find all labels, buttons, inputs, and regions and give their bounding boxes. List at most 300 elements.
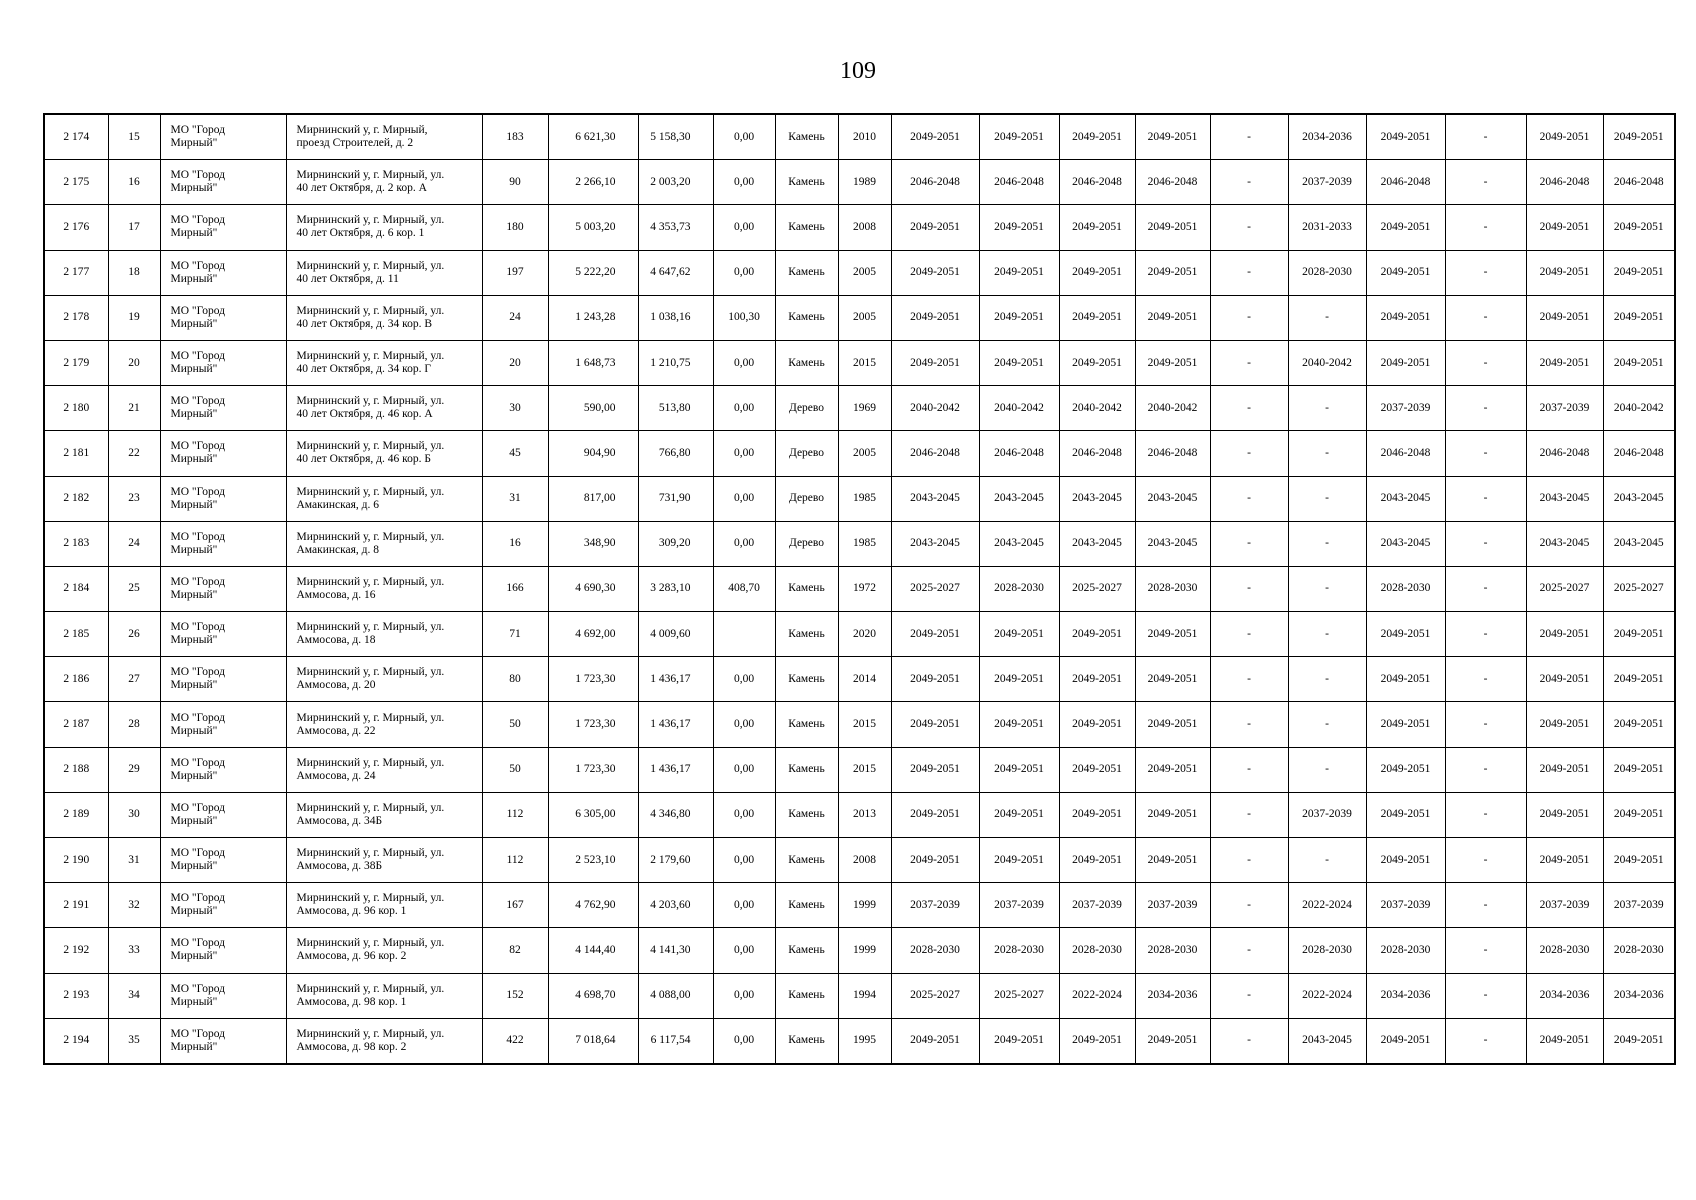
period-cell-3: 2049-2051: [1059, 792, 1135, 837]
local-index-cell: 22: [108, 431, 160, 476]
row-number-cell: 2 184: [44, 566, 108, 611]
total-area-cell: 7 018,64: [548, 1018, 638, 1064]
local-index-cell: 25: [108, 566, 160, 611]
period-cell-5: -: [1210, 838, 1288, 883]
row-number-cell: 2 189: [44, 792, 108, 837]
build-year-cell: 2010: [838, 114, 891, 160]
period-cell-2: 2049-2051: [979, 1018, 1059, 1064]
period-cell-9: 2049-2051: [1526, 657, 1603, 702]
table-row: [44, 431, 1675, 476]
period-cell-4: 2043-2045: [1135, 476, 1210, 521]
period-cell-1: 2040-2042: [891, 386, 979, 431]
wall-material-cell: Камень: [775, 973, 838, 1018]
table-row: [44, 160, 1675, 205]
period-cell-4: 2028-2030: [1135, 566, 1210, 611]
address-cell: Мирнинский у, г. Мирный, ул. 40 лет Октября, д. 2 кор. А: [286, 160, 482, 205]
residents-cell: 152: [482, 973, 548, 1018]
period-cell-8: -: [1445, 340, 1526, 385]
residents-cell: 20: [482, 340, 548, 385]
table-row: [44, 295, 1675, 340]
period-cell-3: 2049-2051: [1059, 250, 1135, 295]
build-year-cell: 1985: [838, 521, 891, 566]
period-cell-3: 2025-2027: [1059, 566, 1135, 611]
period-cell-4: 2046-2048: [1135, 431, 1210, 476]
total-area-cell: 348,90: [548, 521, 638, 566]
local-index-cell: 20: [108, 340, 160, 385]
address-cell: Мирнинский у, г. Мирный, ул. 40 лет Октября, д. 46 кор. Б: [286, 431, 482, 476]
period-cell-4: 2049-2051: [1135, 1018, 1210, 1064]
period-cell-2: 2025-2027: [979, 973, 1059, 1018]
table-row: [44, 838, 1675, 883]
period-cell-8: -: [1445, 792, 1526, 837]
period-cell-6: -: [1288, 657, 1366, 702]
living-area-cell: 4 353,73: [638, 205, 713, 250]
period-cell-5: -: [1210, 476, 1288, 521]
table-row: [44, 747, 1675, 792]
period-cell-5: -: [1210, 431, 1288, 476]
address-cell: Мирнинский у, г. Мирный, ул. Аммосова, д. 96 кор. 1: [286, 883, 482, 928]
municipality-cell: МО "Город Мирный": [160, 476, 286, 521]
period-cell-4: 2049-2051: [1135, 114, 1210, 160]
period-cell-10: 2049-2051: [1603, 792, 1675, 837]
row-number-cell: 2 193: [44, 973, 108, 1018]
table-row: [44, 114, 1675, 160]
period-cell-10: 2049-2051: [1603, 295, 1675, 340]
period-cell-8: -: [1445, 973, 1526, 1018]
period-cell-2: 2046-2048: [979, 431, 1059, 476]
period-cell-6: 2037-2039: [1288, 160, 1366, 205]
local-index-cell: 16: [108, 160, 160, 205]
living-area-cell: 1 436,17: [638, 702, 713, 747]
period-cell-8: -: [1445, 476, 1526, 521]
wall-material-cell: Камень: [775, 657, 838, 702]
period-cell-1: 2049-2051: [891, 250, 979, 295]
residents-cell: 82: [482, 928, 548, 973]
period-cell-5: -: [1210, 1018, 1288, 1064]
living-area-cell: 1 436,17: [638, 747, 713, 792]
period-cell-7: 2049-2051: [1366, 205, 1445, 250]
period-cell-1: 2043-2045: [891, 521, 979, 566]
nonresidential-area-cell: 0,00: [713, 250, 775, 295]
nonresidential-area-cell: 0,00: [713, 340, 775, 385]
period-cell-6: -: [1288, 476, 1366, 521]
nonresidential-area-cell: 0,00: [713, 476, 775, 521]
period-cell-2: 2043-2045: [979, 521, 1059, 566]
table-row: [44, 521, 1675, 566]
period-cell-7: 2049-2051: [1366, 657, 1445, 702]
build-year-cell: 2008: [838, 838, 891, 883]
period-cell-4: 2037-2039: [1135, 883, 1210, 928]
table-row: [44, 340, 1675, 385]
wall-material-cell: Камень: [775, 160, 838, 205]
period-cell-2: 2049-2051: [979, 340, 1059, 385]
period-cell-1: 2037-2039: [891, 883, 979, 928]
address-cell: Мирнинский у, г. Мирный, проезд Строителей, д. 2: [286, 114, 482, 160]
period-cell-2: 2049-2051: [979, 250, 1059, 295]
total-area-cell: 2 266,10: [548, 160, 638, 205]
period-cell-9: 2049-2051: [1526, 747, 1603, 792]
wall-material-cell: Дерево: [775, 521, 838, 566]
period-cell-3: 2049-2051: [1059, 1018, 1135, 1064]
period-cell-3: 2040-2042: [1059, 386, 1135, 431]
residents-cell: 31: [482, 476, 548, 521]
table-row: [44, 883, 1675, 928]
period-cell-3: 2049-2051: [1059, 205, 1135, 250]
period-cell-3: 2049-2051: [1059, 657, 1135, 702]
build-year-cell: 2015: [838, 340, 891, 385]
build-year-cell: 2013: [838, 792, 891, 837]
period-cell-4: 2046-2048: [1135, 160, 1210, 205]
period-cell-3: 2037-2039: [1059, 883, 1135, 928]
local-index-cell: 21: [108, 386, 160, 431]
period-cell-2: 2049-2051: [979, 792, 1059, 837]
nonresidential-area-cell: 0,00: [713, 431, 775, 476]
living-area-cell: 2 179,60: [638, 838, 713, 883]
local-index-cell: 33: [108, 928, 160, 973]
municipality-cell: МО "Город Мирный": [160, 431, 286, 476]
build-year-cell: 2015: [838, 747, 891, 792]
local-index-cell: 23: [108, 476, 160, 521]
period-cell-5: -: [1210, 792, 1288, 837]
municipality-cell: МО "Город Мирный": [160, 340, 286, 385]
nonresidential-area-cell: [713, 612, 775, 657]
period-cell-10: 2046-2048: [1603, 160, 1675, 205]
residents-cell: 50: [482, 702, 548, 747]
period-cell-2: 2049-2051: [979, 838, 1059, 883]
nonresidential-area-cell: 408,70: [713, 566, 775, 611]
living-area-cell: 1 436,17: [638, 657, 713, 702]
period-cell-9: 2046-2048: [1526, 431, 1603, 476]
period-cell-10: 2043-2045: [1603, 521, 1675, 566]
period-cell-6: 2034-2036: [1288, 114, 1366, 160]
period-cell-6: 2022-2024: [1288, 883, 1366, 928]
period-cell-9: 2049-2051: [1526, 612, 1603, 657]
period-cell-6: -: [1288, 838, 1366, 883]
period-cell-2: 2043-2045: [979, 476, 1059, 521]
municipality-cell: МО "Город Мирный": [160, 160, 286, 205]
nonresidential-area-cell: 0,00: [713, 1018, 775, 1064]
period-cell-7: 2043-2045: [1366, 521, 1445, 566]
period-cell-5: -: [1210, 295, 1288, 340]
period-cell-4: 2028-2030: [1135, 928, 1210, 973]
build-year-cell: 2020: [838, 612, 891, 657]
period-cell-7: 2034-2036: [1366, 973, 1445, 1018]
address-cell: Мирнинский у, г. Мирный, ул. Амакинская, д. 8: [286, 521, 482, 566]
municipality-cell: МО "Город Мирный": [160, 612, 286, 657]
wall-material-cell: Камень: [775, 612, 838, 657]
local-index-cell: 29: [108, 747, 160, 792]
table-row: [44, 702, 1675, 747]
table-row: [44, 566, 1675, 611]
wall-material-cell: Камень: [775, 792, 838, 837]
build-year-cell: 1989: [838, 160, 891, 205]
period-cell-9: 2028-2030: [1526, 928, 1603, 973]
local-index-cell: 18: [108, 250, 160, 295]
period-cell-4: 2034-2036: [1135, 973, 1210, 1018]
municipality-cell: МО "Город Мирный": [160, 205, 286, 250]
period-cell-6: -: [1288, 566, 1366, 611]
period-cell-5: -: [1210, 114, 1288, 160]
period-cell-6: -: [1288, 295, 1366, 340]
local-index-cell: 27: [108, 657, 160, 702]
period-cell-10: 2049-2051: [1603, 114, 1675, 160]
local-index-cell: 24: [108, 521, 160, 566]
period-cell-7: 2049-2051: [1366, 838, 1445, 883]
period-cell-9: 2037-2039: [1526, 883, 1603, 928]
row-number-cell: 2 185: [44, 612, 108, 657]
total-area-cell: 1 723,30: [548, 657, 638, 702]
table-row: [44, 1018, 1675, 1064]
address-cell: Мирнинский у, г. Мирный, ул. Аммосова, д. 20: [286, 657, 482, 702]
period-cell-2: 2028-2030: [979, 566, 1059, 611]
period-cell-7: 2049-2051: [1366, 702, 1445, 747]
period-cell-8: -: [1445, 160, 1526, 205]
wall-material-cell: Камень: [775, 1018, 838, 1064]
period-cell-4: 2049-2051: [1135, 250, 1210, 295]
period-cell-9: 2049-2051: [1526, 1018, 1603, 1064]
row-number-cell: 2 192: [44, 928, 108, 973]
page-number: 109: [840, 58, 876, 84]
table-row: [44, 928, 1675, 973]
row-number-cell: 2 190: [44, 838, 108, 883]
period-cell-1: 2043-2045: [891, 476, 979, 521]
local-index-cell: 26: [108, 612, 160, 657]
period-cell-4: 2049-2051: [1135, 657, 1210, 702]
living-area-cell: 5 158,30: [638, 114, 713, 160]
living-area-cell: 731,90: [638, 476, 713, 521]
period-cell-7: 2043-2045: [1366, 476, 1445, 521]
residents-cell: 180: [482, 205, 548, 250]
period-cell-3: 2028-2030: [1059, 928, 1135, 973]
period-cell-7: 2049-2051: [1366, 340, 1445, 385]
period-cell-10: 2049-2051: [1603, 1018, 1675, 1064]
residents-cell: 197: [482, 250, 548, 295]
residents-cell: 45: [482, 431, 548, 476]
address-cell: Мирнинский у, г. Мирный, ул. Аммосова, д. 24: [286, 747, 482, 792]
address-cell: Мирнинский у, г. Мирный, ул. Аммосова, д. 96 кор. 2: [286, 928, 482, 973]
residents-cell: 112: [482, 838, 548, 883]
address-cell: Мирнинский у, г. Мирный, ул. 40 лет Октября, д. 46 кор. А: [286, 386, 482, 431]
total-area-cell: 1 723,30: [548, 747, 638, 792]
period-cell-1: 2049-2051: [891, 747, 979, 792]
wall-material-cell: Камень: [775, 295, 838, 340]
period-cell-9: 2049-2051: [1526, 340, 1603, 385]
period-cell-9: 2049-2051: [1526, 792, 1603, 837]
living-area-cell: 4 009,60: [638, 612, 713, 657]
period-cell-7: 2049-2051: [1366, 295, 1445, 340]
period-cell-9: 2037-2039: [1526, 386, 1603, 431]
housing-registry-table: [43, 113, 1676, 1065]
living-area-cell: 513,80: [638, 386, 713, 431]
municipality-cell: МО "Город Мирный": [160, 928, 286, 973]
period-cell-5: -: [1210, 747, 1288, 792]
table-row: [44, 657, 1675, 702]
period-cell-7: 2046-2048: [1366, 160, 1445, 205]
period-cell-3: 2049-2051: [1059, 295, 1135, 340]
period-cell-9: 2049-2051: [1526, 295, 1603, 340]
period-cell-6: -: [1288, 431, 1366, 476]
period-cell-2: 2046-2048: [979, 160, 1059, 205]
period-cell-4: 2049-2051: [1135, 205, 1210, 250]
total-area-cell: 4 762,90: [548, 883, 638, 928]
period-cell-8: -: [1445, 883, 1526, 928]
nonresidential-area-cell: 0,00: [713, 883, 775, 928]
address-cell: Мирнинский у, г. Мирный, ул. 40 лет Октября, д. 11: [286, 250, 482, 295]
period-cell-4: 2040-2042: [1135, 386, 1210, 431]
table-body: [44, 114, 1675, 1064]
period-cell-2: 2049-2051: [979, 114, 1059, 160]
period-cell-3: 2049-2051: [1059, 114, 1135, 160]
period-cell-8: -: [1445, 702, 1526, 747]
local-index-cell: 31: [108, 838, 160, 883]
row-number-cell: 2 180: [44, 386, 108, 431]
period-cell-8: -: [1445, 114, 1526, 160]
municipality-cell: МО "Город Мирный": [160, 386, 286, 431]
municipality-cell: МО "Город Мирный": [160, 566, 286, 611]
living-area-cell: 4 647,62: [638, 250, 713, 295]
address-cell: Мирнинский у, г. Мирный, ул. Аммосова, д. 38Б: [286, 838, 482, 883]
total-area-cell: 5 222,20: [548, 250, 638, 295]
period-cell-1: 2025-2027: [891, 973, 979, 1018]
period-cell-7: 2028-2030: [1366, 566, 1445, 611]
municipality-cell: МО "Город Мирный": [160, 838, 286, 883]
period-cell-5: -: [1210, 928, 1288, 973]
period-cell-8: -: [1445, 521, 1526, 566]
period-cell-3: 2022-2024: [1059, 973, 1135, 1018]
period-cell-5: -: [1210, 386, 1288, 431]
residents-cell: 80: [482, 657, 548, 702]
period-cell-7: 2028-2030: [1366, 928, 1445, 973]
build-year-cell: 2005: [838, 250, 891, 295]
wall-material-cell: Камень: [775, 250, 838, 295]
period-cell-6: 2022-2024: [1288, 973, 1366, 1018]
wall-material-cell: Дерево: [775, 431, 838, 476]
period-cell-5: -: [1210, 973, 1288, 1018]
living-area-cell: 4 141,30: [638, 928, 713, 973]
period-cell-4: 2049-2051: [1135, 838, 1210, 883]
nonresidential-area-cell: 0,00: [713, 838, 775, 883]
period-cell-4: 2049-2051: [1135, 340, 1210, 385]
period-cell-7: 2049-2051: [1366, 792, 1445, 837]
wall-material-cell: Дерево: [775, 476, 838, 521]
row-number-cell: 2 178: [44, 295, 108, 340]
total-area-cell: 4 692,00: [548, 612, 638, 657]
period-cell-9: 2034-2036: [1526, 973, 1603, 1018]
period-cell-8: -: [1445, 250, 1526, 295]
total-area-cell: 1 723,30: [548, 702, 638, 747]
row-number-cell: 2 176: [44, 205, 108, 250]
period-cell-2: 2049-2051: [979, 612, 1059, 657]
period-cell-10: 2028-2030: [1603, 928, 1675, 973]
total-area-cell: 1 648,73: [548, 340, 638, 385]
period-cell-4: 2049-2051: [1135, 295, 1210, 340]
address-cell: Мирнинский у, г. Мирный, ул. Аммосова, д. 34Б: [286, 792, 482, 837]
address-cell: Мирнинский у, г. Мирный, ул. 40 лет Октября, д. 6 кор. 1: [286, 205, 482, 250]
period-cell-8: -: [1445, 657, 1526, 702]
period-cell-9: 2046-2048: [1526, 160, 1603, 205]
residents-cell: 166: [482, 566, 548, 611]
local-index-cell: 19: [108, 295, 160, 340]
municipality-cell: МО "Город Мирный": [160, 1018, 286, 1064]
period-cell-1: 2049-2051: [891, 702, 979, 747]
period-cell-2: 2049-2051: [979, 295, 1059, 340]
residents-cell: 71: [482, 612, 548, 657]
period-cell-3: 2046-2048: [1059, 431, 1135, 476]
period-cell-4: 2049-2051: [1135, 612, 1210, 657]
period-cell-10: 2037-2039: [1603, 883, 1675, 928]
wall-material-cell: Камень: [775, 114, 838, 160]
row-number-cell: 2 188: [44, 747, 108, 792]
address-cell: Мирнинский у, г. Мирный, ул. Аммосова, д. 16: [286, 566, 482, 611]
total-area-cell: 4 144,40: [548, 928, 638, 973]
period-cell-1: 2046-2048: [891, 431, 979, 476]
wall-material-cell: Дерево: [775, 386, 838, 431]
period-cell-7: 2037-2039: [1366, 386, 1445, 431]
period-cell-3: 2043-2045: [1059, 521, 1135, 566]
period-cell-10: 2043-2045: [1603, 476, 1675, 521]
period-cell-3: 2049-2051: [1059, 340, 1135, 385]
period-cell-8: -: [1445, 1018, 1526, 1064]
period-cell-7: 2049-2051: [1366, 747, 1445, 792]
period-cell-6: 2040-2042: [1288, 340, 1366, 385]
period-cell-1: 2028-2030: [891, 928, 979, 973]
municipality-cell: МО "Город Мирный": [160, 521, 286, 566]
residents-cell: 24: [482, 295, 548, 340]
period-cell-8: -: [1445, 431, 1526, 476]
living-area-cell: 309,20: [638, 521, 713, 566]
build-year-cell: 1995: [838, 1018, 891, 1064]
period-cell-10: 2025-2027: [1603, 566, 1675, 611]
wall-material-cell: Камень: [775, 205, 838, 250]
period-cell-8: -: [1445, 612, 1526, 657]
row-number-cell: 2 191: [44, 883, 108, 928]
period-cell-1: 2049-2051: [891, 114, 979, 160]
period-cell-9: 2043-2045: [1526, 521, 1603, 566]
period-cell-7: 2049-2051: [1366, 250, 1445, 295]
period-cell-5: -: [1210, 612, 1288, 657]
period-cell-1: 2049-2051: [891, 295, 979, 340]
municipality-cell: МО "Город Мирный": [160, 792, 286, 837]
period-cell-10: 2040-2042: [1603, 386, 1675, 431]
living-area-cell: 4 203,60: [638, 883, 713, 928]
period-cell-9: 2049-2051: [1526, 114, 1603, 160]
period-cell-2: 2049-2051: [979, 205, 1059, 250]
municipality-cell: МО "Город Мирный": [160, 657, 286, 702]
build-year-cell: 1999: [838, 883, 891, 928]
period-cell-8: -: [1445, 838, 1526, 883]
period-cell-1: 2046-2048: [891, 160, 979, 205]
total-area-cell: 5 003,20: [548, 205, 638, 250]
build-year-cell: 1999: [838, 928, 891, 973]
period-cell-10: 2046-2048: [1603, 431, 1675, 476]
period-cell-5: -: [1210, 340, 1288, 385]
period-cell-9: 2049-2051: [1526, 205, 1603, 250]
period-cell-6: -: [1288, 612, 1366, 657]
build-year-cell: 1972: [838, 566, 891, 611]
period-cell-10: 2049-2051: [1603, 657, 1675, 702]
period-cell-8: -: [1445, 566, 1526, 611]
local-index-cell: 15: [108, 114, 160, 160]
nonresidential-area-cell: 0,00: [713, 160, 775, 205]
period-cell-8: -: [1445, 205, 1526, 250]
wall-material-cell: Камень: [775, 928, 838, 973]
total-area-cell: 590,00: [548, 386, 638, 431]
residents-cell: 183: [482, 114, 548, 160]
build-year-cell: 1985: [838, 476, 891, 521]
address-cell: Мирнинский у, г. Мирный, ул. 40 лет Октября, д. 34 кор. Г: [286, 340, 482, 385]
period-cell-7: 2049-2051: [1366, 1018, 1445, 1064]
period-cell-2: 2028-2030: [979, 928, 1059, 973]
